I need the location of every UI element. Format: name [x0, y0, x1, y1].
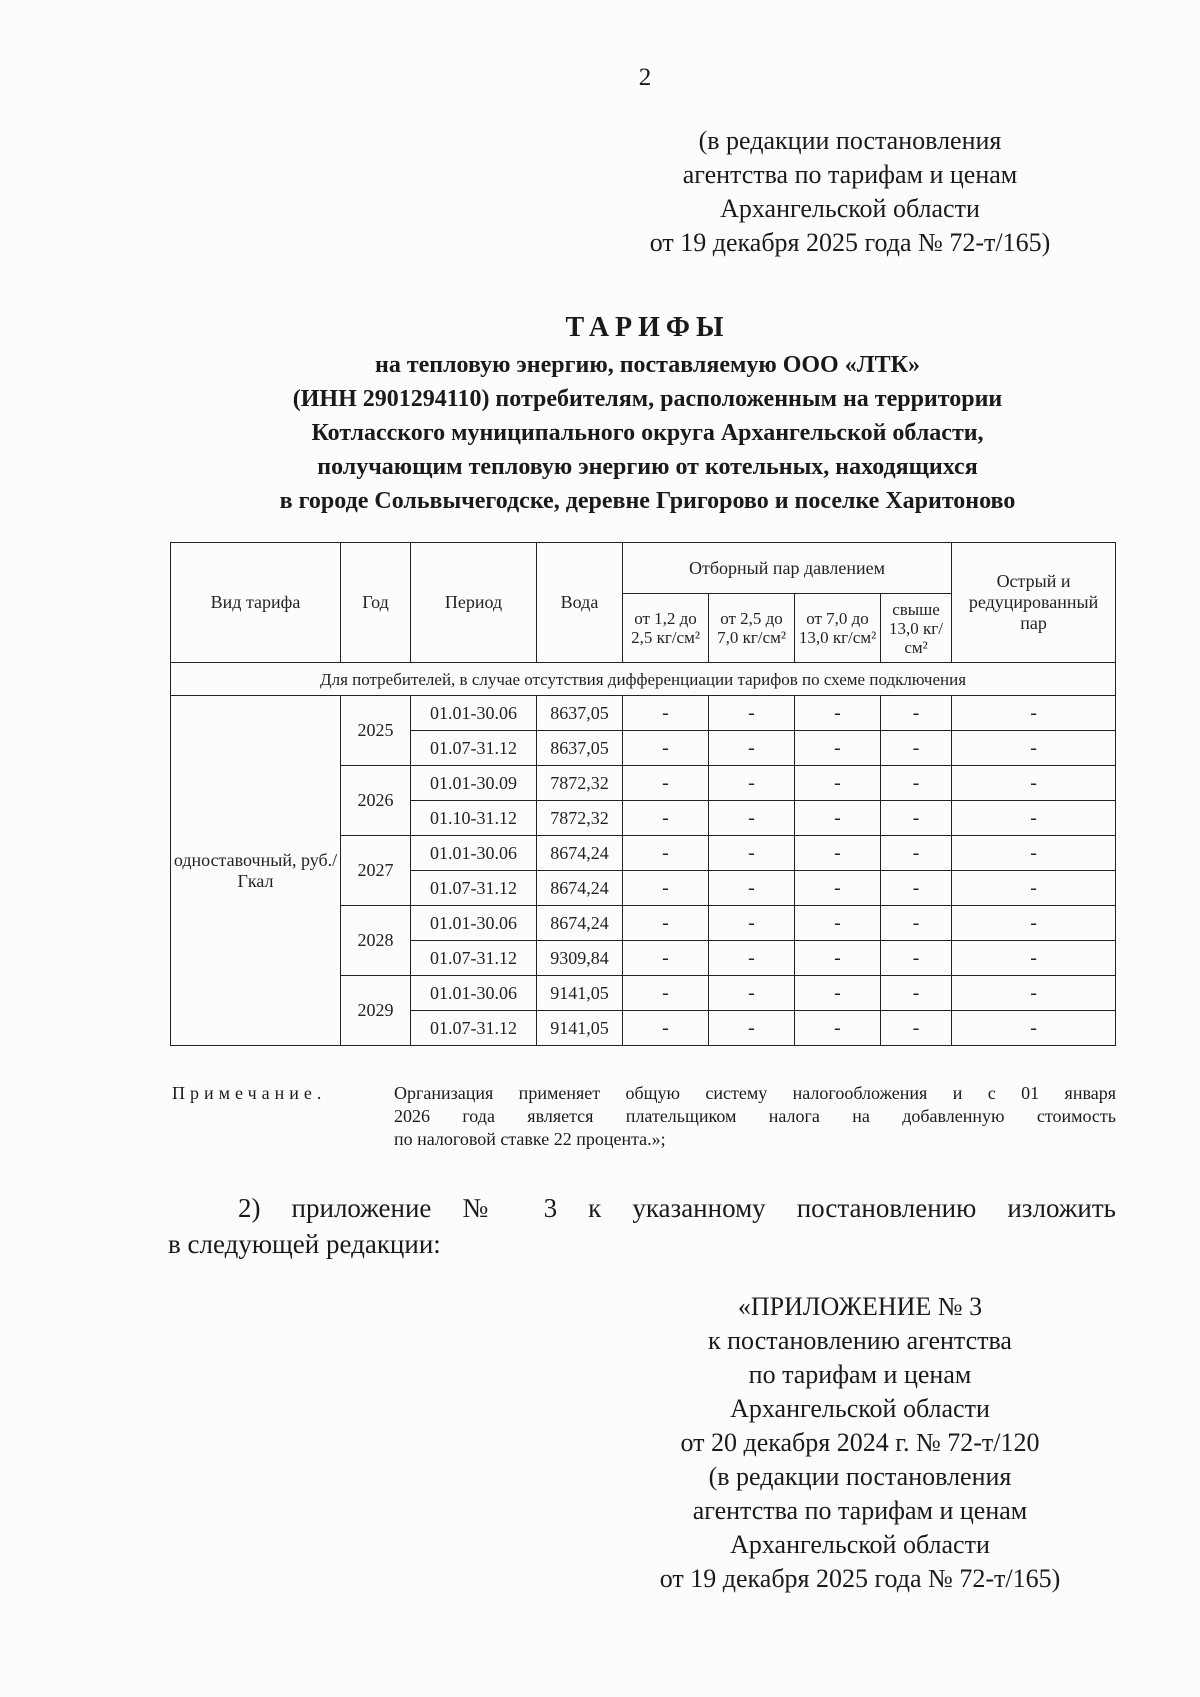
empty-tariff-cell: -: [881, 836, 952, 871]
header-steam-1: от 1,2 до 2,5 кг/см²: [623, 594, 709, 663]
appendix-header-block: [620, 1290, 1100, 1596]
table-row: [171, 696, 1116, 731]
tariff-table: [170, 542, 1116, 1046]
empty-tariff-cell: -: [952, 731, 1116, 766]
empty-tariff-cell: -: [795, 836, 881, 871]
header-line: Архангельской области: [720, 194, 980, 223]
appendix-line: агентства по тарифам и ценам: [692, 1496, 1028, 1525]
empty-tariff-cell: -: [623, 1011, 709, 1046]
empty-tariff-cell: -: [709, 941, 795, 976]
empty-tariff-cell: -: [709, 906, 795, 941]
empty-tariff-cell: -: [623, 941, 709, 976]
note-label: Примечание.: [172, 1083, 327, 1103]
note-line: Организация применяет общую систему налогообложения и с 01 января: [394, 1083, 1116, 1103]
empty-tariff-cell: -: [795, 731, 881, 766]
empty-tariff-cell: -: [952, 696, 1116, 731]
empty-tariff-cell: -: [623, 696, 709, 731]
empty-tariff-cell: -: [952, 836, 1116, 871]
empty-tariff-cell: -: [881, 1011, 952, 1046]
period-cell: 01.07-31.12: [411, 941, 537, 976]
header-steam-3: от 7,0 до 13,0 кг/см²: [795, 594, 881, 663]
year-cell: 2027: [341, 836, 411, 906]
water-tariff-cell: 9141,05: [537, 976, 623, 1011]
water-tariff-cell: 8637,05: [537, 731, 623, 766]
empty-tariff-cell: -: [881, 941, 952, 976]
consumer-group-row: Для потребителей, в случае отсутствия дифференциации тарифов по схеме подключения: [171, 663, 1116, 696]
header-steam-4: свыше 13,0 кг/см²: [881, 594, 952, 663]
empty-tariff-cell: -: [623, 836, 709, 871]
appendix-line: по тарифам и ценам: [748, 1360, 972, 1389]
period-cell: 01.07-31.12: [411, 1011, 537, 1046]
period-cell: 01.07-31.12: [411, 871, 537, 906]
empty-tariff-cell: -: [952, 976, 1116, 1011]
empty-tariff-cell: -: [795, 871, 881, 906]
page-number: 2: [638, 64, 652, 91]
period-cell: 01.10-31.12: [411, 801, 537, 836]
header-line: (в редакции постановления: [698, 126, 1002, 155]
empty-tariff-cell: -: [881, 976, 952, 1011]
header-steam-group: Отборный пар давлением: [623, 543, 952, 594]
empty-tariff-cell: -: [881, 731, 952, 766]
note-line: 2026 года является плательщиком налога на добавленную стоимость: [394, 1106, 1116, 1126]
paragraph-line: в следующей редакции:: [168, 1229, 441, 1259]
note-text: [394, 1082, 1116, 1151]
header-water: Вода: [537, 543, 623, 663]
appendix-line: Архангельской области: [730, 1394, 990, 1423]
appendix-line: (в редакции постановления: [708, 1462, 1012, 1491]
empty-tariff-cell: -: [709, 836, 795, 871]
empty-tariff-cell: -: [795, 976, 881, 1011]
empty-tariff-cell: -: [709, 976, 795, 1011]
appendix-line: от 20 декабря 2024 г. № 72-т/120: [680, 1428, 1040, 1457]
water-tariff-cell: 8674,24: [537, 871, 623, 906]
empty-tariff-cell: -: [709, 1011, 795, 1046]
period-cell: 01.07-31.12: [411, 731, 537, 766]
empty-tariff-cell: -: [881, 871, 952, 906]
empty-tariff-cell: -: [709, 696, 795, 731]
empty-tariff-cell: -: [952, 906, 1116, 941]
empty-tariff-cell: -: [623, 871, 709, 906]
subtitle-line: Котласского муниципального округа Архангельской области,: [311, 420, 984, 446]
water-tariff-cell: 7872,32: [537, 801, 623, 836]
empty-tariff-cell: -: [623, 766, 709, 801]
empty-tariff-cell: -: [795, 906, 881, 941]
empty-tariff-cell: -: [881, 766, 952, 801]
water-tariff-cell: 7872,32: [537, 766, 623, 801]
header-line: агентства по тарифам и ценам: [682, 160, 1018, 189]
empty-tariff-cell: -: [709, 766, 795, 801]
period-cell: 01.01-30.06: [411, 906, 537, 941]
header-tariff-type: Вид тарифа: [171, 543, 341, 663]
subtitle-line: в городе Сольвычегодске, деревне Григорово и поселке Харитоново: [279, 488, 1016, 514]
empty-tariff-cell: -: [952, 1011, 1116, 1046]
period-cell: 01.01-30.06: [411, 976, 537, 1011]
appendix-line: от 19 декабря 2025 года № 72-т/165): [659, 1564, 1061, 1593]
water-tariff-cell: 8637,05: [537, 696, 623, 731]
appendix-line: «ПРИЛОЖЕНИЕ № 3: [737, 1292, 983, 1321]
document-subtitle: [160, 348, 1135, 518]
empty-tariff-cell: -: [795, 766, 881, 801]
empty-tariff-cell: -: [881, 906, 952, 941]
header-line: от 19 декабря 2025 года № 72-т/165): [649, 228, 1051, 257]
water-tariff-cell: 9141,05: [537, 1011, 623, 1046]
empty-tariff-cell: -: [623, 906, 709, 941]
empty-tariff-cell: -: [795, 696, 881, 731]
water-tariff-cell: 8674,24: [537, 836, 623, 871]
header-steam-2: от 2,5 до 7,0 кг/см²: [709, 594, 795, 663]
amendment-paragraph: [168, 1190, 1116, 1262]
empty-tariff-cell: -: [795, 1011, 881, 1046]
year-cell: 2025: [341, 696, 411, 766]
period-cell: 01.01-30.06: [411, 836, 537, 871]
empty-tariff-cell: -: [709, 801, 795, 836]
year-cell: 2029: [341, 976, 411, 1046]
year-cell: 2028: [341, 906, 411, 976]
water-tariff-cell: 9309,84: [537, 941, 623, 976]
paragraph-line: 2) приложение № 3 к указанному постановлению изложить: [238, 1193, 1116, 1223]
subtitle-line: (ИНН 2901294110) потребителям, расположенным на территории: [292, 386, 1003, 412]
header-edition-block: [605, 124, 1095, 260]
subtitle-line: на тепловую энергию, поставляемую ООО «ЛТК»: [374, 352, 920, 378]
empty-tariff-cell: -: [881, 801, 952, 836]
header-period: Период: [411, 543, 537, 663]
empty-tariff-cell: -: [709, 731, 795, 766]
period-cell: 01.01-30.09: [411, 766, 537, 801]
year-cell: 2026: [341, 766, 411, 836]
empty-tariff-cell: -: [952, 941, 1116, 976]
empty-tariff-cell: -: [795, 941, 881, 976]
note-line: по налоговой ставке 22 процента.»;: [394, 1129, 666, 1149]
empty-tariff-cell: -: [623, 976, 709, 1011]
empty-tariff-cell: -: [795, 801, 881, 836]
appendix-line: Архангельской области: [730, 1530, 990, 1559]
empty-tariff-cell: -: [952, 801, 1116, 836]
subtitle-line: получающим тепловую энергию от котельных, находящихся: [317, 454, 978, 480]
empty-tariff-cell: -: [881, 696, 952, 731]
period-cell: 01.01-30.06: [411, 696, 537, 731]
empty-tariff-cell: -: [623, 801, 709, 836]
water-tariff-cell: 8674,24: [537, 906, 623, 941]
appendix-line: к постановлению агентства: [708, 1326, 1012, 1355]
empty-tariff-cell: -: [709, 871, 795, 906]
tariff-type-cell: одноставочный, руб./Гкал: [171, 696, 341, 1046]
header-year: Год: [341, 543, 411, 663]
empty-tariff-cell: -: [952, 871, 1116, 906]
header-sharp-steam: Острый и редуцированный пар: [952, 543, 1116, 663]
document-title: ТАРИФЫ: [565, 312, 730, 343]
empty-tariff-cell: -: [952, 766, 1116, 801]
empty-tariff-cell: -: [623, 731, 709, 766]
